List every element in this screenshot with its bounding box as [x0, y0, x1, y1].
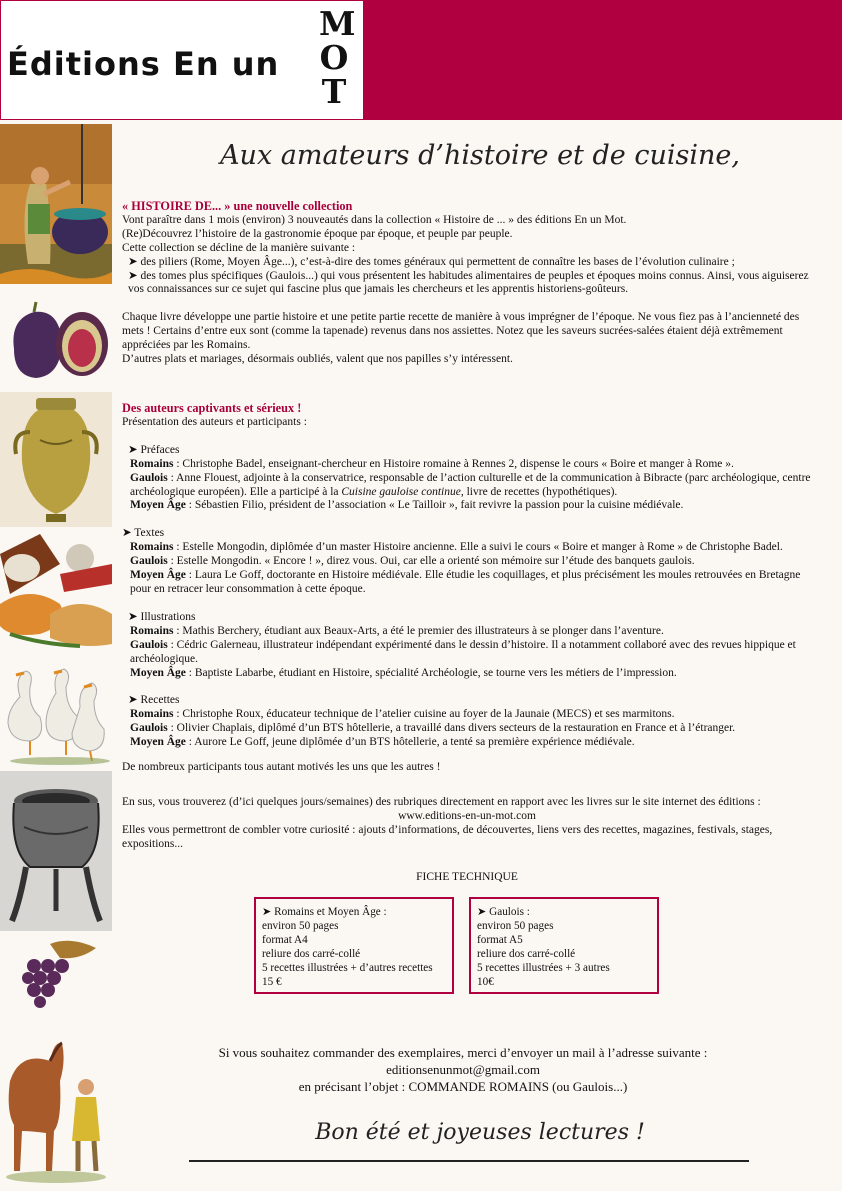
fiche-line: 5 recettes illustrées + 3 autres [477, 962, 610, 974]
logo-letter: T [321, 72, 347, 111]
website-line: Elles vous permettront de combler votre curiosité : ajouts d’informations, de découvertes, liens vers des recettes, magazines, festivals, stages, expositions... [122, 823, 773, 850]
fiche-line: reliure dos carré-collé [477, 948, 576, 960]
entry-label: Gaulois [130, 471, 168, 484]
entry-text: : Olivier Chaplais, diplômé d’un BTS hôtellerie, a travaillé dans divers secteurs de la restauration en France et à l’étranger. [167, 722, 736, 735]
author-entry [122, 499, 812, 513]
authors-title: Des auteurs captivants et sérieux ! [122, 401, 302, 415]
group-heading: ➤ Textes [122, 527, 165, 540]
author-entry [122, 458, 812, 472]
author-entry [122, 555, 812, 569]
fiche-line: 5 recettes illustrées + d’autres recettes [262, 962, 433, 974]
entry-label: Moyen Âge [130, 569, 186, 582]
website-section [122, 796, 812, 852]
horse-and-man-illustration [0, 1021, 112, 1191]
fiche-price: 15 € [262, 976, 282, 988]
entry-text: : Christophe Roux, éducateur technique de l’atelier cuisine au foyer de la Jaunaie (MECS) et ses marmitons. [173, 708, 675, 721]
collection-paragraph: Chaque livre développe une partie histoire et une petite partie recette de manière à vous imprégner de l’époque. Ne vous fiez pas à l’ancienneté des mets ! Certains d’entre eux sont (comme la tapenade) revenus dans nos assiettes. Notez que les saveurs sucrées-salées étaient déjà extrêmement appréciées par les Romains. [122, 311, 800, 352]
entry-text: : Laura Le Goff, doctorante en Histoire médiévale. Elle étudie les coquillages, et plus précisément les moules retrouvées en Bretagne pour en retracer leur consommation à cette époque. [130, 569, 801, 595]
entry-label: Gaulois [130, 638, 168, 651]
authors-closing: De nombreux participants tous autant motivés les uns que les autres ! [122, 761, 441, 774]
entry-text: , livre de recettes (hypothétiques). [460, 485, 618, 498]
website-url[interactable]: www.editions-en-un-mot.com [398, 809, 536, 822]
entry-text: : Baptiste Labarbe, étudiant en Histoire, spécialité Archéologie, se tourne vers les métiers de l’impression. [185, 666, 677, 679]
order-section [118, 1044, 808, 1095]
author-entry [122, 472, 812, 500]
geese-illustration [0, 657, 112, 767]
collection-title: « HISTOIRE DE... » une nouvelle collection [122, 199, 353, 213]
bottom-divider [189, 1160, 749, 1162]
entry-text: : Christophe Badel, enseignant-chercheur en Histoire romaine à Rennes 2, dispense le cours « Boire et manger à Rome ». [173, 457, 734, 470]
author-entry [122, 708, 812, 722]
order-email[interactable]: editionsenunmot@gmail.com [386, 1062, 540, 1077]
fiche-line: format A5 [477, 934, 523, 946]
group-heading: ➤ Préfaces [128, 443, 180, 456]
fiche-box-gaulois [469, 897, 659, 994]
entry-label: Romains [130, 708, 174, 721]
collection-bullet: ➤ des piliers (Rome, Moyen Âge...), c’est-à-dire des tomes généraux qui permettent de connaître les bases de l’évolution culinaire ; [128, 255, 735, 268]
entry-label: Moyen Âge [130, 736, 186, 749]
grapes-illustration [0, 936, 112, 1018]
entry-text: : Anne Flouest, adjointe à la conservatrice, responsable de l’action culturelle et de la communication à Bibracte (parc archéologique, centre archéologique européen). Elle a participé à la [130, 471, 811, 498]
figs-illustration [0, 294, 112, 389]
entry-text: : Cédric Galerneau, illustrateur indépendant expérimenté dans le dessin d’histoire. Il a notamment collaboré avec des revues hippique et archéologique. [130, 638, 796, 665]
logo-letter: O [319, 38, 349, 77]
vegetables-bread-illustration [0, 534, 112, 654]
amphora-vase-illustration [0, 392, 112, 527]
author-entry [122, 639, 812, 667]
signoff: Bon été et joyeuses lectures ! [315, 1120, 645, 1145]
entry-text: : Estelle Mongodin, diplômée d’un master Histoire ancienne. Elle a suivi le cours « Boire et manger à Rome » de Christophe Badel. [173, 541, 783, 554]
fiche-line: ➤ Romains et Moyen Âge : [262, 906, 387, 918]
collection-paragraph: D’autres plats et mariages, désormais oubliés, valent que nos papilles s’y intéressent. [122, 353, 513, 366]
authors-intro: Présentation des auteurs et participants : [122, 415, 307, 428]
author-entry [122, 625, 812, 639]
fiche-line: reliure dos carré-collé [262, 948, 361, 960]
website-line: En sus, vous trouverez (d’ici quelques jours/semaines) des rubriques directement en rapport avec les livres sur le site internet des éditions : [122, 796, 761, 808]
group-heading: ➤ Illustrations [128, 610, 196, 623]
fiche-price: 10€ [477, 976, 494, 988]
entry-text: : Aurore Le Goff, jeune diplômée d’un BTS hôtellerie, a tenté sa première expérience médiévale. [185, 736, 635, 749]
header-color-band [363, 0, 842, 120]
entry-text: : Mathis Berchery, étudiant aux Beaux-Arts, a été le premier des illustrateurs à se plonger dans l’aventure. [173, 624, 664, 637]
authors-section [122, 402, 812, 775]
entry-label: Romains [130, 541, 174, 554]
author-entry [122, 736, 812, 750]
fiche-line: format A4 [262, 934, 308, 946]
fiche-technique-title: FICHE TECHNIQUE [416, 871, 518, 883]
collection-section [122, 200, 812, 367]
page-headline: Aux amateurs d’histoire et de cuisine, [220, 140, 740, 171]
entry-label: Romains [130, 624, 174, 637]
collection-line: (Re)Découvrez l’histoire de la gastronomie époque par époque, et peuple par peuple. [122, 227, 513, 240]
cauldron-cook-illustration [0, 124, 112, 284]
collection-line: Cette collection se décline de la manière suivante : [122, 241, 356, 254]
order-line: en précisant l’objet : COMMANDE ROMAINS (ou Gaulois...) [298, 1079, 628, 1094]
entry-text: : Sébastien Filio, président de l’association « Le Tailloir », fait revivre la passion pour la cuisine médiévale. [185, 499, 684, 512]
author-entry [122, 722, 812, 736]
entry-label: Romains [130, 457, 174, 470]
fiche-line: ➤ Gaulois : [477, 906, 530, 918]
logo-letter: M [319, 4, 356, 43]
collection-line: Vont paraître dans 1 mois (environ) 3 nouveautés dans la collection « Histoire de ... » des éditions En un Mot. [122, 213, 627, 226]
author-entry [122, 541, 812, 555]
illustration-sidebar [0, 124, 112, 1191]
publisher-logo [0, 0, 363, 120]
fiche-line: environ 50 pages [262, 920, 339, 932]
group-heading: ➤ Recettes [128, 694, 180, 707]
collection-bullet: ➤ des tomes plus spécifiques (Gaulois...) qui vous présentent les habitudes alimentaires de peuples et époques moins connus. Ainsi, vous aiguiserez vos connaissances sur ce sujet qui fascine plus que jamais les chercheurs et les apprentis historiens-goûteurs. [128, 269, 809, 296]
author-entry [122, 667, 812, 681]
logo-text: Éditions En un [7, 45, 280, 83]
fiche-line: environ 50 pages [477, 920, 554, 932]
book-title: Cuisine gauloise continue [341, 485, 461, 498]
logo-word-mot [319, 4, 356, 111]
entry-label: Moyen Âge [130, 499, 186, 512]
entry-text: : Estelle Mongodin. « Encore ! », direz vous. Oui, car elle a orienté son mémoire sur l’étude des banquets gaulois. [167, 555, 695, 568]
entry-label: Moyen Âge [130, 666, 186, 679]
author-entry [122, 569, 812, 597]
order-line: Si vous souhaitez commander des exemplaires, merci d’envoyer un mail à l’adresse suivante : [218, 1045, 708, 1060]
entry-label: Gaulois [130, 555, 168, 568]
fiche-box-romains-moyen-age [254, 897, 454, 994]
entry-label: Gaulois [130, 722, 168, 735]
tripod-pot-illustration [0, 771, 112, 931]
